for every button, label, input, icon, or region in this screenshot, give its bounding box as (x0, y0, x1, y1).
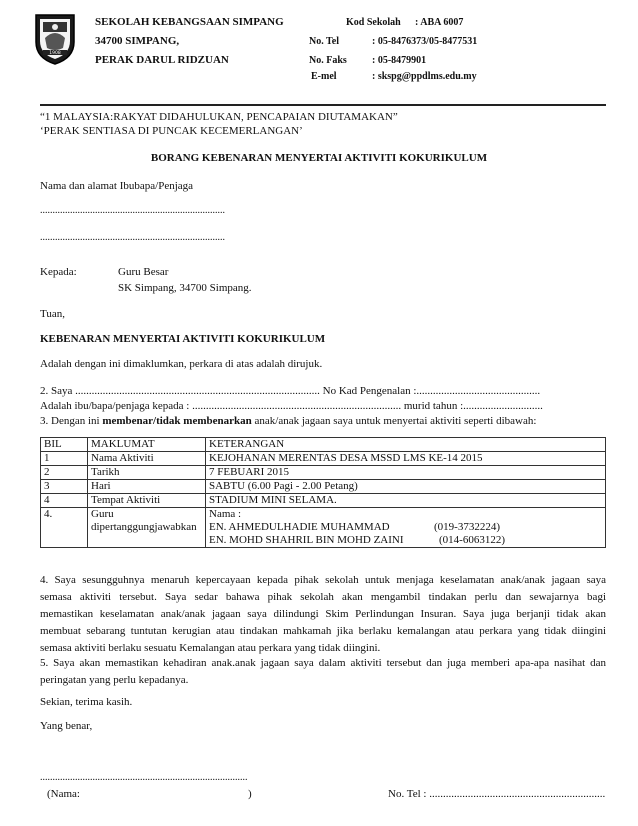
table-row (41, 466, 606, 480)
paragraph-4 (40, 572, 606, 657)
subject-heading: KEBENARAN MENYERTAI AKTIVITI KOKURIKULUM (40, 333, 326, 345)
signature-line: ................................................................................... (40, 772, 248, 783)
activity-table (40, 437, 606, 548)
paragraph-4-line: memastikan keselamatan anak/anak jagaan saya dilindungi Skim Perlindungan Insuran. Saya juga berjanji tidak akan (40, 608, 606, 620)
salutation: Tuan, (40, 308, 65, 320)
row-maklumat: Hari (88, 480, 206, 494)
row-bil: 4. (41, 508, 88, 548)
to-name: Guru Besar (118, 266, 169, 278)
guru-2 (209, 534, 602, 547)
email-value: : skspg@ppdlms.edu.my (372, 71, 477, 82)
row-bil: 4 (41, 494, 88, 508)
guru-2-phone: (014-6063122) (439, 534, 505, 546)
motto-1: “1 MALAYSIA:RAKYAT DIDAHULUKAN, PENCAPAIAN DIUTAMAKAN” (40, 111, 398, 123)
row-bil: 3 (41, 480, 88, 494)
paragraph-4-line: semasa aktiviti tersebut. Saya sedar bahawa pihak sekolah akan mengambil tindakan perlu dan sewajarnya bagi (40, 591, 606, 603)
to-label: Kepada: (40, 266, 77, 278)
logo-year: 1908 (49, 51, 61, 56)
header-bil: BIL (41, 438, 88, 452)
table-row (41, 480, 606, 494)
row-maklumat: Tarikh (88, 466, 206, 480)
guru-label-2: dipertanggungjawabkan (91, 521, 197, 533)
row-maklumat: Nama Aktiviti (88, 452, 206, 466)
guru-1 (209, 521, 602, 534)
table-row (41, 452, 606, 466)
header-divider (40, 104, 606, 106)
school-code-label: Kod Sekolah (346, 17, 401, 28)
row-keterangan: KEJOHANAN MERENTAS DESA MSSD LMS KE-14 2015 (206, 452, 606, 466)
fax-label: No. Faks (309, 55, 347, 66)
paragraph-5-line: 5. Saya akan memastikan kehadiran anak.anak jagaan saya dalam aktiviti tersebut dan juga memberi apa-apa nasihat dan (40, 657, 606, 669)
sign-off: Yang benar, (40, 720, 93, 732)
row-bil: 1 (41, 452, 88, 466)
guru-label-1: Guru (91, 508, 114, 520)
table-row-teacher (41, 508, 606, 548)
item-3-line (40, 415, 536, 427)
row-keterangan: STADIUM MINI SELAMA. (206, 494, 606, 508)
table-header-row (41, 438, 606, 452)
signature-name-label: (Nama: (47, 788, 80, 800)
parent-dotted-line-1: .......................................................................... (40, 205, 225, 216)
row-bil: 2 (41, 466, 88, 480)
item-2-line-1: 2. Saya ......................................................................................... No Kad Pengenalan :............................................. (40, 385, 541, 397)
signature-name-close: ) (248, 788, 252, 800)
school-name: SEKOLAH KEBANGSAAN SIMPANG (95, 16, 284, 28)
item-3-suffix: anak/anak jagaan saya untuk menyertai aktiviti seperti dibawah: (251, 415, 537, 427)
intro-text: Adalah dengan ini dimaklumkan, perkara di atas adalah dirujuk. (40, 358, 323, 370)
guru-1-name: EN. AHMEDULHADIE MUHAMMAD (209, 521, 390, 533)
header-keterangan: KETERANGAN (206, 438, 606, 452)
paragraph-4-line: membuat sebarang tuntutan kerugian atau tindakan mahkamah jika berlaku kemalangan atau perkara yang tidak diingini (40, 625, 606, 637)
motto-2: ‘PERAK SENTIASA DI PUNCAK KECEMERLANGAN’ (40, 125, 303, 137)
tel-value: : 05-8476373/05-8477531 (372, 36, 478, 47)
row-keterangan: SABTU (6.00 Pagi - 2.00 Petang) (206, 480, 606, 494)
to-address: SK Simpang, 34700 Simpang. (118, 282, 252, 294)
paragraph-4-line: 4. Saya sesungguhnya menaruh kepercayaan kepada pihak sekolah untuk menjaga keselamatan anak/anak jagaan saya (40, 574, 606, 586)
guru-name-label: Nama : (209, 508, 242, 520)
parent-dotted-line-2: .......................................................................... (40, 232, 225, 243)
table-row (41, 494, 606, 508)
school-address-1: 34700 SIMPANG, (95, 35, 180, 47)
school-logo (33, 12, 77, 66)
item-3-consent-choice: membenar/tidak membenarkan (102, 415, 252, 427)
parent-label: Nama dan alamat Ibubapa/Penjaga (40, 180, 194, 192)
signature-tel-label: No. Tel : ................................................................ (388, 788, 606, 800)
row-maklumat (88, 508, 206, 548)
row-keterangan: 7 FEBUARI 2015 (206, 466, 606, 480)
row-maklumat: Tempat Aktiviti (88, 494, 206, 508)
fax-value: : 05-8479901 (372, 55, 427, 66)
paragraph-4-line: semasa aktiviti berlaku sesuatu Kemalangan atau perkara yang tidak diingini. (40, 642, 381, 654)
item-3-prefix: 3. Dengan ini (40, 415, 103, 427)
row-keterangan (206, 508, 606, 548)
email-label: E-mel (311, 71, 337, 82)
paragraph-5-line: peringatan yang perlu kepadanya. (40, 674, 189, 686)
tel-label: No. Tel (309, 36, 340, 47)
item-2-line-2: Adalah ibu/bapa/penjaga kepada : ............................................................................ murid tahun :............................. (40, 400, 543, 412)
guru-1-phone: (019-3732224) (434, 521, 500, 533)
closing-text: Sekian, terima kasih. (40, 696, 133, 708)
school-code-value: : ABA 6007 (415, 17, 464, 28)
header-maklumat: MAKLUMAT (88, 438, 206, 452)
school-address-2: PERAK DARUL RIDZUAN (95, 54, 229, 66)
guru-2-name: EN. MOHD SHAHRIL BIN MOHD ZAINI (209, 534, 404, 546)
paragraph-5 (40, 655, 606, 689)
form-title: BORANG KEBENARAN MENYERTAI AKTIVITI KOKURIKULUM (150, 152, 488, 164)
